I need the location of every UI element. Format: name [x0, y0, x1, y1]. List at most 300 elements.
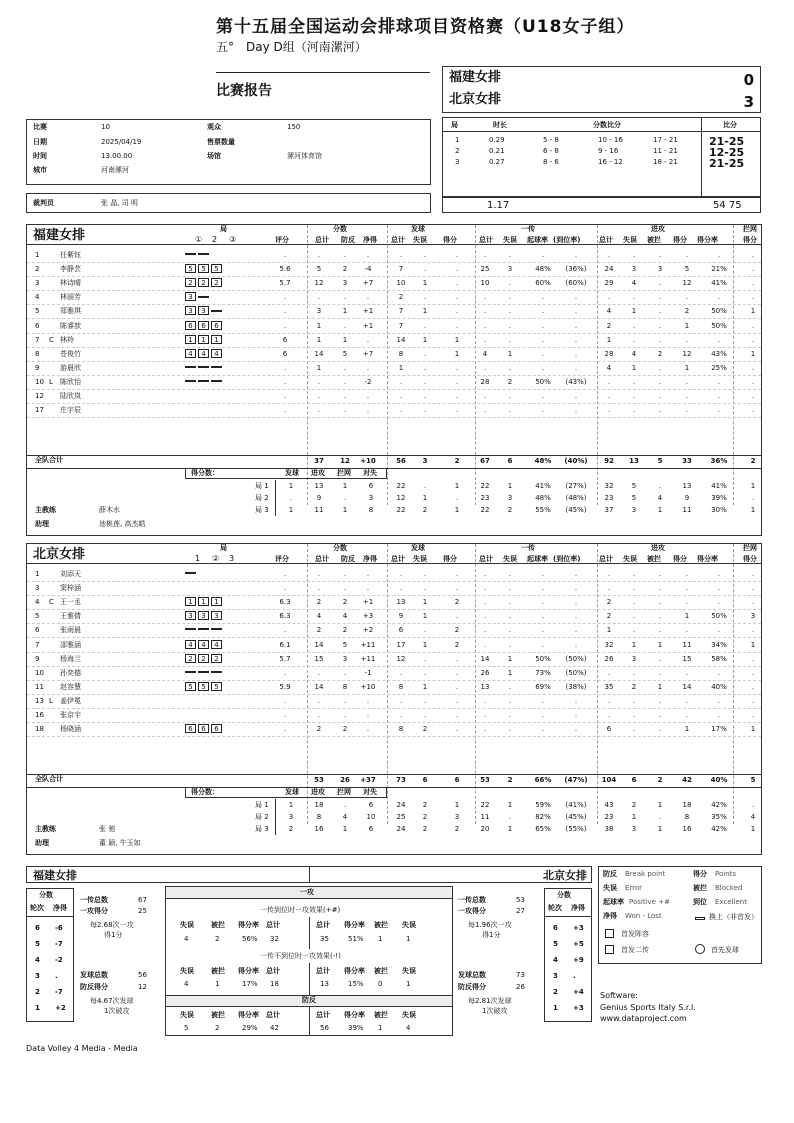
player-stat: .	[423, 321, 427, 330]
set-row-stat: (45%)	[565, 813, 587, 821]
set-row-stat: 2	[422, 506, 428, 514]
lineup-box: 5	[211, 682, 222, 691]
side-label: 发球总数	[80, 971, 108, 979]
attack-header: 进攻	[651, 544, 665, 552]
set-row-points: 6	[368, 825, 374, 833]
team1-sets: 0	[743, 71, 754, 89]
sets-col-set: 局	[451, 121, 458, 129]
set-row-stat: 2	[422, 813, 428, 821]
set-row-stat: 55%	[535, 506, 551, 514]
col-header: 得分	[443, 236, 457, 244]
player-number: 9	[35, 363, 40, 372]
player-stat: 1	[750, 640, 756, 649]
side-value: 73	[516, 971, 525, 979]
report-label: 比赛报告	[216, 83, 272, 99]
set-row-stat: 24	[396, 801, 406, 809]
player-stat: .	[508, 598, 512, 607]
player-stat: .	[483, 363, 487, 372]
lineup-boxes	[185, 654, 224, 663]
player-stat: 29	[604, 279, 614, 288]
player-stat: .	[483, 640, 487, 649]
player-stat: 34%	[711, 640, 727, 649]
player-stat: 8	[342, 682, 348, 691]
software-label: Software:	[600, 991, 638, 1000]
serve-first-icon	[695, 944, 705, 954]
player-stat: 14	[314, 682, 324, 691]
set-row-points: 1	[288, 506, 294, 514]
player-name: 林诗晴	[60, 279, 81, 288]
player-stat: 1	[422, 612, 428, 621]
report-subtitle: 五° Day D组（河南漯河）	[216, 40, 367, 54]
footer-text: Data Volley 4 Media - Media	[26, 1044, 138, 1053]
set-row-stat: 18	[682, 801, 692, 809]
set-row-stat: 9	[684, 494, 690, 502]
player-stat: .	[508, 363, 512, 372]
bench-mark	[185, 380, 196, 382]
player-stat: .	[366, 293, 370, 302]
player-stat: .	[508, 626, 512, 635]
team-total-stat: 26	[340, 776, 350, 784]
player-stat: .	[366, 363, 370, 372]
assistant-name: 董 颖, 牛玉如	[99, 839, 141, 847]
player-number: 1	[35, 570, 40, 578]
col-header: 净得	[363, 236, 377, 244]
report-title: 第十五届全国运动会排球项目资格赛（U18女子组）	[216, 17, 635, 37]
side-note: 每1.96次一攻	[468, 921, 512, 929]
player-stat: .	[508, 682, 512, 691]
breakpoint-value: 56	[320, 1024, 329, 1032]
player-stat: 2	[316, 626, 322, 635]
team-total-stat: 104	[601, 776, 617, 784]
player-stat: 2	[606, 321, 612, 330]
player-stat: +2	[362, 626, 374, 635]
player-stat: 3	[342, 654, 348, 663]
set-row-stat: .	[508, 813, 512, 821]
player-stat: 1	[684, 363, 690, 372]
sideout-good-value: 2	[215, 935, 220, 943]
player-stat: .	[455, 696, 459, 705]
rotation-col-net: 净得	[53, 904, 67, 912]
lineup-box: 4	[211, 349, 222, 358]
team-total-stat: 73	[396, 776, 406, 784]
team1-side-stats	[78, 888, 162, 1022]
serve-header: 发球	[411, 225, 425, 233]
player-stat: 14	[314, 640, 324, 649]
points-header: 分数	[333, 544, 347, 552]
player-stat: 1	[684, 725, 690, 734]
set-final-score: 12-25	[709, 146, 745, 159]
player-stat: .	[399, 392, 403, 400]
player-stat: 1	[422, 598, 428, 607]
player-stat: 4	[606, 307, 612, 316]
player-stat: .	[751, 279, 755, 288]
player-stat: .	[751, 654, 755, 663]
player-stat: .	[455, 377, 459, 386]
player-stat: .	[751, 377, 755, 386]
set-row-points: 1	[288, 482, 294, 490]
player-stat: .	[632, 406, 636, 415]
sideout-good-value: 1	[378, 935, 383, 943]
player-stat: 6	[282, 349, 288, 358]
player-name: 郑雅琪	[60, 307, 81, 316]
sideout-col-header: 失误	[180, 921, 194, 929]
player-stat: .	[343, 711, 347, 719]
player-stat: .	[343, 668, 347, 677]
time-value: 13.00.00	[101, 152, 133, 160]
side-label: 防反得分	[80, 983, 108, 991]
lineup-box: 6	[198, 724, 209, 733]
lineup-box: 5	[185, 682, 196, 691]
set-row-stat: 2	[631, 801, 637, 809]
player-name: 王雅倩	[60, 612, 81, 621]
player-stat: +11	[360, 640, 376, 649]
player-stat: 28	[480, 377, 490, 386]
player-stat: 4	[631, 349, 637, 358]
player-stat: .	[366, 725, 370, 734]
sub-marker	[695, 917, 705, 920]
player-stat: +3	[362, 612, 374, 621]
player-stat: .	[751, 626, 755, 635]
set-row-stat: 41%	[535, 482, 551, 490]
lineup-box: 6	[211, 321, 222, 330]
player-stat: 5	[342, 640, 348, 649]
set-row-stat: 1	[657, 506, 663, 514]
player-stat: -1	[364, 668, 372, 677]
player-stat: 69%	[535, 682, 551, 691]
player-stat: 6	[398, 626, 404, 635]
player-stat: 1	[316, 363, 322, 372]
player-stat: -4	[364, 265, 372, 274]
lineup-boxes	[185, 724, 224, 733]
lineup-boxes	[185, 611, 224, 620]
breakpoint-value: 4	[406, 1024, 411, 1032]
player-stat: 1	[750, 725, 756, 734]
player-row	[27, 582, 761, 596]
player-stat: 26	[480, 668, 490, 677]
col-header: 防反	[341, 236, 355, 244]
player-stat: .	[632, 725, 636, 734]
col-header: 得分	[743, 555, 757, 563]
sideout-bad-value: 18	[270, 980, 279, 988]
side-value: 67	[138, 896, 147, 904]
player-number: 5	[35, 307, 40, 316]
player-stat: 48%	[535, 265, 551, 274]
player-stat: 1	[422, 279, 428, 288]
legend-key: 防反	[603, 870, 617, 878]
player-row	[27, 362, 761, 376]
player-stat: .	[508, 321, 512, 330]
set-row-stat: 59%	[535, 801, 551, 809]
set-row-points: 9	[316, 494, 322, 502]
set-row-stat: .	[751, 494, 755, 502]
player-stat: .	[658, 570, 662, 578]
side-label: 一攻得分	[80, 907, 108, 915]
coach-name: 张 驰	[99, 825, 116, 833]
lineup-box: 1	[198, 597, 209, 606]
match-info	[26, 119, 431, 185]
set-row-stat: 1	[750, 482, 756, 490]
set-final-score: 21-25	[709, 135, 745, 148]
player-stat: 1	[422, 335, 428, 344]
player-stat: .	[658, 711, 662, 719]
bench-mark	[198, 253, 209, 255]
col-header: (到位率)	[553, 555, 581, 563]
player-stat: .	[574, 363, 578, 372]
player-stat: 1	[631, 307, 637, 316]
player-stat: .	[317, 377, 321, 386]
player-stat: .	[541, 349, 545, 358]
time-label: 时间	[33, 152, 47, 160]
player-stat: .	[508, 584, 512, 593]
set-header: 局	[220, 544, 227, 552]
player-stat: .	[483, 711, 487, 719]
player-stat: .	[574, 725, 578, 734]
player-stat: 2	[631, 682, 637, 691]
player-stat: .	[455, 711, 459, 719]
col-header: (到位率)	[553, 236, 581, 244]
player-stat: .	[317, 711, 321, 719]
player-stat: .	[283, 321, 287, 330]
set-row-label: 局 1	[255, 801, 269, 809]
lineup-boxes	[185, 682, 224, 691]
player-stat: .	[423, 349, 427, 358]
player-stat: .	[283, 668, 287, 677]
player-stat: .	[455, 363, 459, 372]
player-stat: 2	[342, 725, 348, 734]
player-stat: .	[574, 711, 578, 719]
team-total-stat: 67	[480, 457, 490, 465]
player-stat: 1	[422, 307, 428, 316]
player-stat: .	[455, 612, 459, 621]
sets-total	[442, 197, 761, 213]
col-header: 得分	[743, 236, 757, 244]
player-stat: 2	[454, 598, 460, 607]
player-stat: .	[541, 392, 545, 400]
sideout-bad-value: 17%	[242, 980, 258, 988]
player-stat: .	[685, 406, 689, 415]
date-value: 2025/04/19	[101, 138, 142, 146]
player-name: 游晨欣	[60, 363, 81, 372]
player-stat: .	[423, 584, 427, 593]
side-label: 一攻得分	[458, 907, 486, 915]
player-stat: .	[658, 392, 662, 400]
sideout-bad-value: 0	[378, 980, 383, 988]
set-row-stat: 11	[682, 506, 692, 514]
player-stat: 32	[604, 640, 614, 649]
set-row-points: 8	[368, 506, 374, 514]
player-number: 7	[35, 335, 40, 344]
lineup-box: 1	[211, 335, 222, 344]
player-stat: .	[283, 307, 287, 316]
player-stat: .	[455, 251, 459, 259]
player-stat: 1	[684, 321, 690, 330]
bench-mark	[198, 380, 209, 382]
sideout-col-header: 被拦	[211, 967, 225, 975]
player-stat: 2	[454, 626, 460, 635]
player-name: 杨晓涵	[60, 725, 81, 734]
player-stat: 1	[606, 335, 612, 344]
player-stat: .	[607, 696, 611, 705]
player-stat: 3	[631, 654, 637, 663]
team-total-stat: 12	[340, 457, 350, 465]
side-note: 每4.67次发球	[90, 997, 134, 1005]
player-row	[27, 695, 761, 709]
player-stat: .	[717, 335, 721, 344]
lineup-box: 5	[198, 264, 209, 273]
player-stat: .	[685, 711, 689, 719]
player-stat: 1	[657, 682, 663, 691]
legend-serve-first: 首先发球	[711, 946, 739, 954]
lineup-boxes	[185, 363, 224, 371]
player-row	[27, 320, 761, 334]
player-stat: .	[455, 406, 459, 415]
side-value: 53	[516, 896, 525, 904]
set-row-stat: 11	[480, 813, 490, 821]
breakpoint-col-header: 失误	[402, 1011, 416, 1019]
set-row-points: 16	[314, 825, 324, 833]
player-stat: .	[423, 711, 427, 719]
sideout-good-value: 32	[270, 935, 279, 943]
points-by-set-header: 拦网	[337, 788, 351, 796]
player-stat: 6	[282, 335, 288, 344]
set-row-points: 6	[368, 482, 374, 490]
set-row-stat: 1	[750, 506, 756, 514]
team-total-stat: 40%	[710, 776, 728, 784]
player-row	[27, 596, 761, 610]
player-row	[27, 653, 761, 667]
team2-stats	[26, 543, 762, 855]
legend	[598, 866, 762, 964]
lineup-box: 2	[211, 654, 222, 663]
player-stat: .	[508, 293, 512, 302]
attack-header: 进攻	[651, 225, 665, 233]
col-header: 失误	[503, 236, 517, 244]
player-stat: 1	[631, 640, 637, 649]
side-label: 一传总数	[80, 896, 108, 904]
player-stat: .	[685, 584, 689, 593]
set-header: 局	[220, 225, 227, 233]
player-stat: 2	[657, 349, 663, 358]
set-partial-1: 5 - 8	[543, 136, 559, 144]
set-row-stat: 13	[682, 482, 692, 490]
set-row-stat: (41%)	[565, 801, 587, 809]
bench-mark	[211, 366, 222, 368]
team-total-stat: 3	[422, 457, 428, 465]
player-stat: .	[455, 584, 459, 593]
player-stat: (50%)	[565, 668, 587, 677]
team-total-stat: (47%)	[564, 776, 588, 784]
venue-value: 漯河体育馆	[287, 152, 322, 160]
side-value: 12	[138, 983, 147, 991]
breakpoint-col-header: 总计	[316, 1011, 330, 1019]
player-stat: .	[283, 570, 287, 578]
player-stat: .	[483, 321, 487, 330]
player-stat: .	[508, 307, 512, 316]
player-stat: .	[574, 626, 578, 635]
player-stat: .	[399, 377, 403, 386]
player-stat: .	[283, 626, 287, 635]
set-row-stat: 8	[684, 813, 690, 821]
team-total-stat: 33	[682, 457, 692, 465]
player-stat: .	[574, 293, 578, 302]
bottom-team2: 北京女排	[543, 869, 587, 882]
player-stat: .	[343, 406, 347, 415]
player-stat: .	[455, 279, 459, 288]
player-stat: 10	[396, 279, 406, 288]
set-row-stat: 32	[604, 482, 614, 490]
breakpoint-col-header: 被拦	[211, 1011, 225, 1019]
legend-value: Won - Lost	[625, 912, 662, 920]
player-row	[27, 334, 761, 348]
player-name: 林丽芳	[60, 293, 81, 302]
sideout-col-header: 得分率	[238, 921, 259, 929]
player-stat: .	[541, 711, 545, 719]
player-stat: .	[423, 377, 427, 386]
player-stat: .	[366, 251, 370, 259]
set-row-points: 13	[314, 482, 324, 490]
lineup-box: 5	[211, 264, 222, 273]
player-stat: .	[751, 570, 755, 578]
player-stat: .	[541, 598, 545, 607]
block-header: 拦网	[743, 225, 757, 233]
player-stat: .	[632, 598, 636, 607]
player-stat: .	[607, 392, 611, 400]
set-row-stat: 22	[480, 801, 490, 809]
player-stat: .	[423, 251, 427, 259]
player-stat: .	[343, 392, 347, 400]
player-number: 4	[35, 293, 40, 302]
player-stat: .	[423, 406, 427, 415]
player-stat: .	[607, 584, 611, 593]
player-stat: .	[508, 640, 512, 649]
player-number: 8	[35, 349, 40, 358]
player-stat: .	[423, 570, 427, 578]
set-row-stat: .	[455, 494, 459, 502]
player-stat: .	[717, 584, 721, 593]
player-stat: 50%	[711, 307, 727, 316]
sideout-bad-value: 1	[215, 980, 220, 988]
set-row-stat: 35%	[711, 813, 727, 821]
sideout-col-header: 总计	[266, 967, 280, 975]
col-header: 得分	[673, 236, 687, 244]
player-stat: 1	[750, 349, 756, 358]
spectators-label: 观众	[207, 123, 221, 131]
player-stat: .	[483, 307, 487, 316]
player-stat: .	[366, 335, 370, 344]
player-stat: .	[574, 392, 578, 400]
player-stat: .	[574, 349, 578, 358]
player-stat: .	[751, 335, 755, 344]
player-stat: .	[423, 654, 427, 663]
player-name: 王一丞	[60, 598, 81, 607]
player-stat: .	[751, 265, 755, 274]
set-row-label: 局 2	[255, 813, 269, 821]
set-row-stat: 39%	[711, 494, 727, 502]
player-stat: 73%	[535, 668, 551, 677]
player-stat: .	[632, 668, 636, 677]
player-stat: .	[343, 251, 347, 259]
legend-starter: 首发阵容	[621, 930, 649, 938]
rotation-number: 2	[35, 988, 40, 996]
lineup-boxes	[185, 250, 211, 258]
player-stat: .	[574, 406, 578, 415]
player-stat: 5.9	[279, 682, 291, 691]
player-stat: .	[751, 293, 755, 302]
set-row-stat: .	[751, 801, 755, 809]
lineup-box: 3	[211, 611, 222, 620]
coach-name: 薛木水	[99, 506, 120, 514]
player-stat: .	[658, 335, 662, 344]
